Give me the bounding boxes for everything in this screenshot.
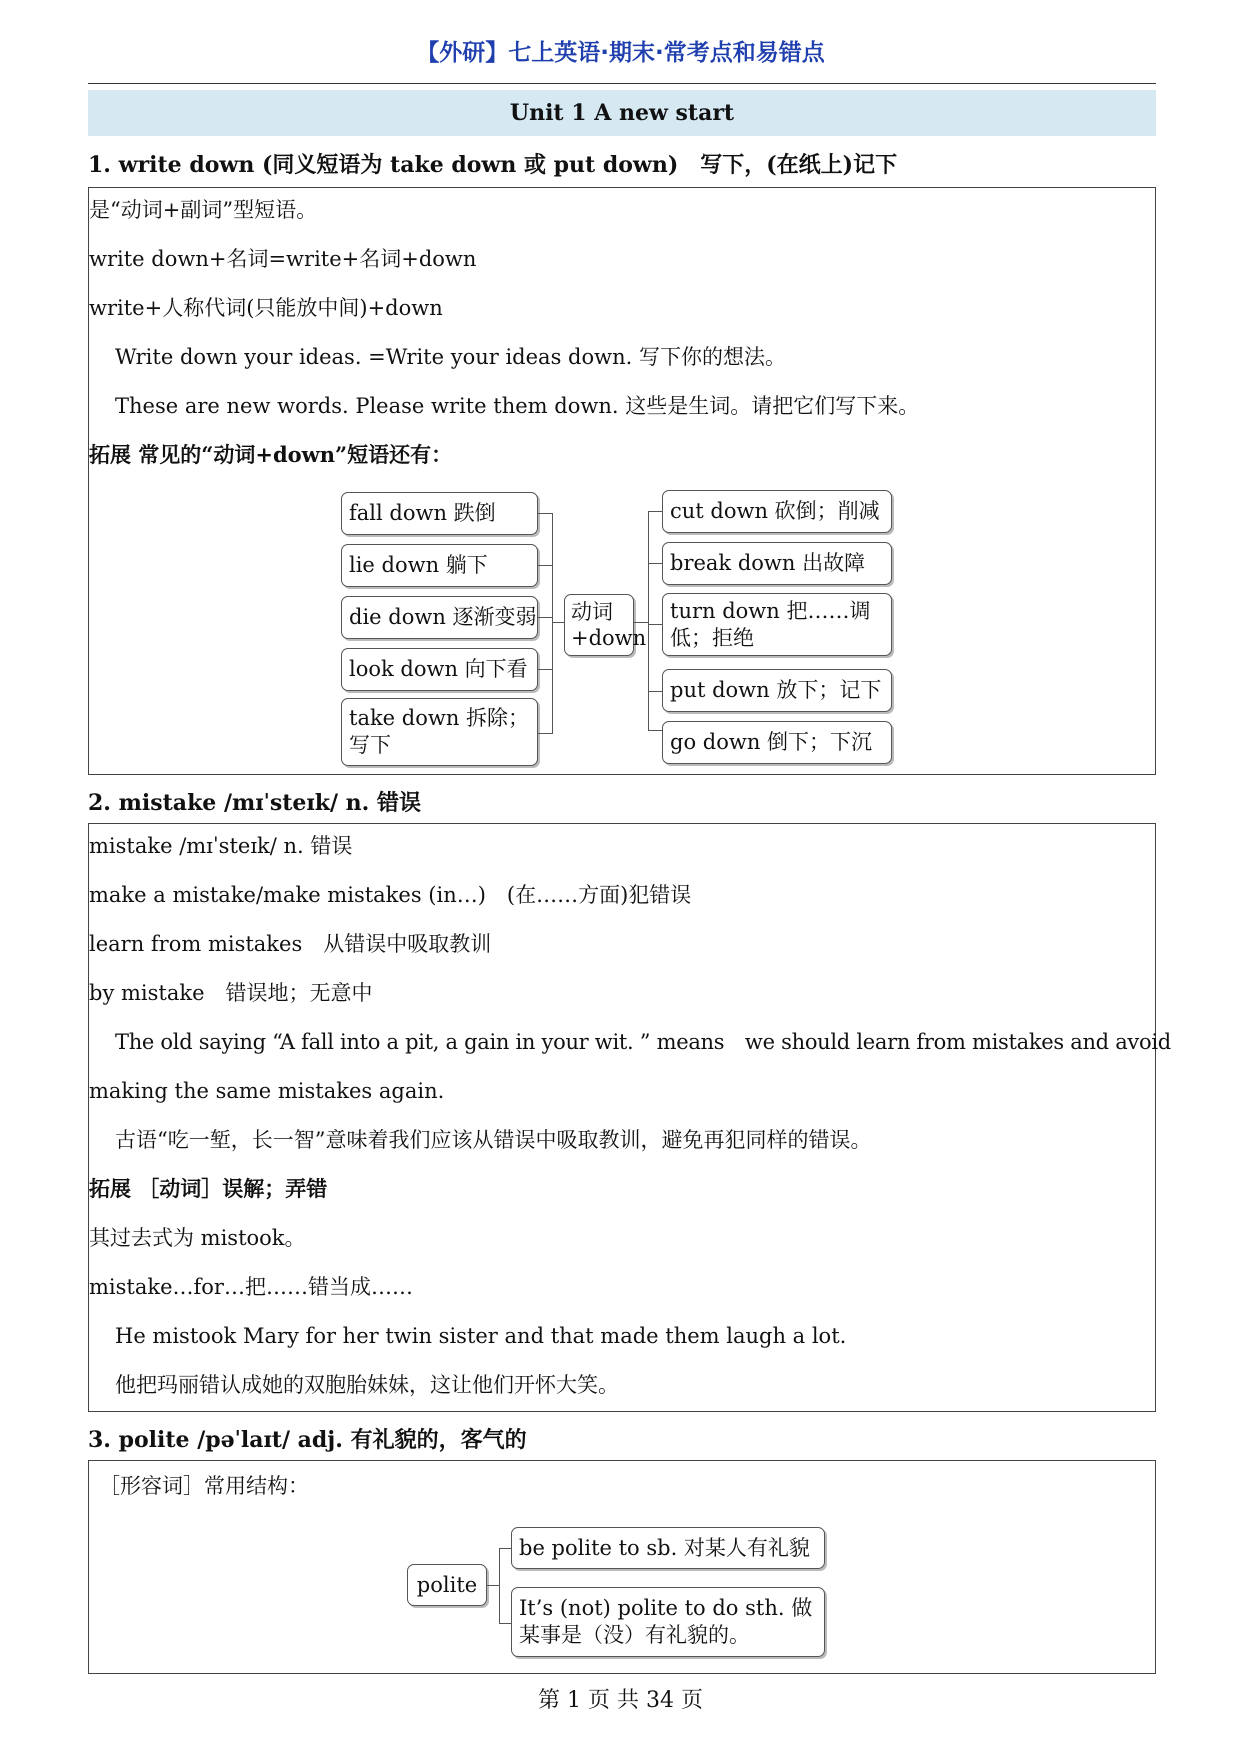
connector-center-left [552,622,564,623]
section-3-box [88,1460,1156,1674]
s2-line-past: 其过去式为 mistook。 [89,1226,306,1250]
s1-example-2: These are new words. Please write them down. 这些是生词。请把它们写下来。 [115,394,920,418]
right-bracket-connector [648,511,663,731]
s2-line-2: make a mistake/make mistakes (in…) (在……方面)犯错误 [89,883,692,907]
header-divider [88,83,1156,84]
mind-go-down: go down 倒下；下沉 [662,721,892,764]
mind-its-polite: It’s (not) polite to do sth. 做某事是（没）有礼貌的。 [511,1587,825,1657]
s2-line-for: mistake…for…把……错当成…… [89,1275,413,1299]
mind-cut-down: cut down 砍倒；削减 [662,490,892,533]
connector-die [538,617,552,618]
document-header-title: 【外研】七上英语·期末·常考点和易错点 [416,40,825,66]
s2-line-3: learn from mistakes 从错误中吸取教训 [89,932,492,956]
section-2-box [88,823,1171,1412]
connector-lie [538,565,552,566]
s1-extension-label: 拓展 常见的“动词+down”短语还有： [89,442,453,467]
s2-line-4: by mistake 错误地；无意中 [89,981,373,1005]
left-bracket-connector [538,513,553,734]
s1-line-2: write down+名词=write+名词+down [89,247,477,271]
s2-example-en-1: The old saying “A fall into a pit, a gain in your wit. ” means we should learn from mistakes and avoid [115,1030,1171,1054]
unit-banner: Unit 1 A new start [88,90,1156,136]
mind-look-down: look down 向下看 [341,648,538,691]
s2-example-zh: 古语“吃一堑，长一智”意味着我们应该从错误中吸取教训，避免再犯同样的错误。 [115,1128,872,1152]
section-3-heading: 3. polite /pəˈlaɪt/ adj. 有礼貌的，客气的 [88,1427,527,1453]
mind-center-verb-down: 动词+down [564,594,634,656]
connector-polite-center [487,1585,499,1586]
section-2-heading: 2. mistake /mɪˈsteɪk/ n. 错误 [88,790,421,816]
section-1-box [88,187,1156,775]
connector-break [648,563,662,564]
connector-center-right [634,622,648,623]
connector-turn [648,624,662,625]
s2-extension-label: 拓展 ［动词］误解；弄错 [89,1176,328,1201]
section-1-heading: 1. write down (同义短语为 take down 或 put down) 写下，(在纸上)记下 [88,152,898,178]
mind-put-down: put down 放下；记下 [662,669,892,712]
page-footer: 第 1 页 共 34 页 [538,1688,703,1713]
connector-put [648,691,662,692]
s2-example-en-2: making the same mistakes again. [89,1079,445,1103]
s1-line-3: write+人称代词(只能放中间)+down [89,296,443,320]
s2-line-1: mistake /mɪˈsteɪk/ n. 错误 [89,834,353,858]
mind-fall-down: fall down 跌倒 [341,492,538,535]
mind-lie-down: lie down 躺下 [341,544,538,587]
mind-die-down: die down 逐渐变弱 [341,596,538,639]
mind-be-polite: be polite to sb. 对某人有礼貌 [511,1527,825,1569]
mind-take-down: take down 拆除；写下 [341,698,538,766]
mind-center-polite: polite [407,1564,487,1606]
s3-line-1: ［形容词］常用结构： [99,1474,309,1498]
mind-turn-down: turn down 把……调低；拒绝 [662,593,892,656]
s2-example-en-3: He mistook Mary for her twin sister and that made them laugh a lot. [115,1324,847,1348]
connector-look [538,669,552,670]
s1-example-1: Write down your ideas. =Write your ideas down. 写下你的想法。 [115,345,786,369]
s2-example-zh-2: 他把玛丽错认成她的双胞胎妹妹，这让他们开怀大笑。 [115,1373,619,1397]
mind-break-down: break down 出故障 [662,542,892,585]
s1-line-1: 是“动词+副词”型短语。 [89,198,318,222]
